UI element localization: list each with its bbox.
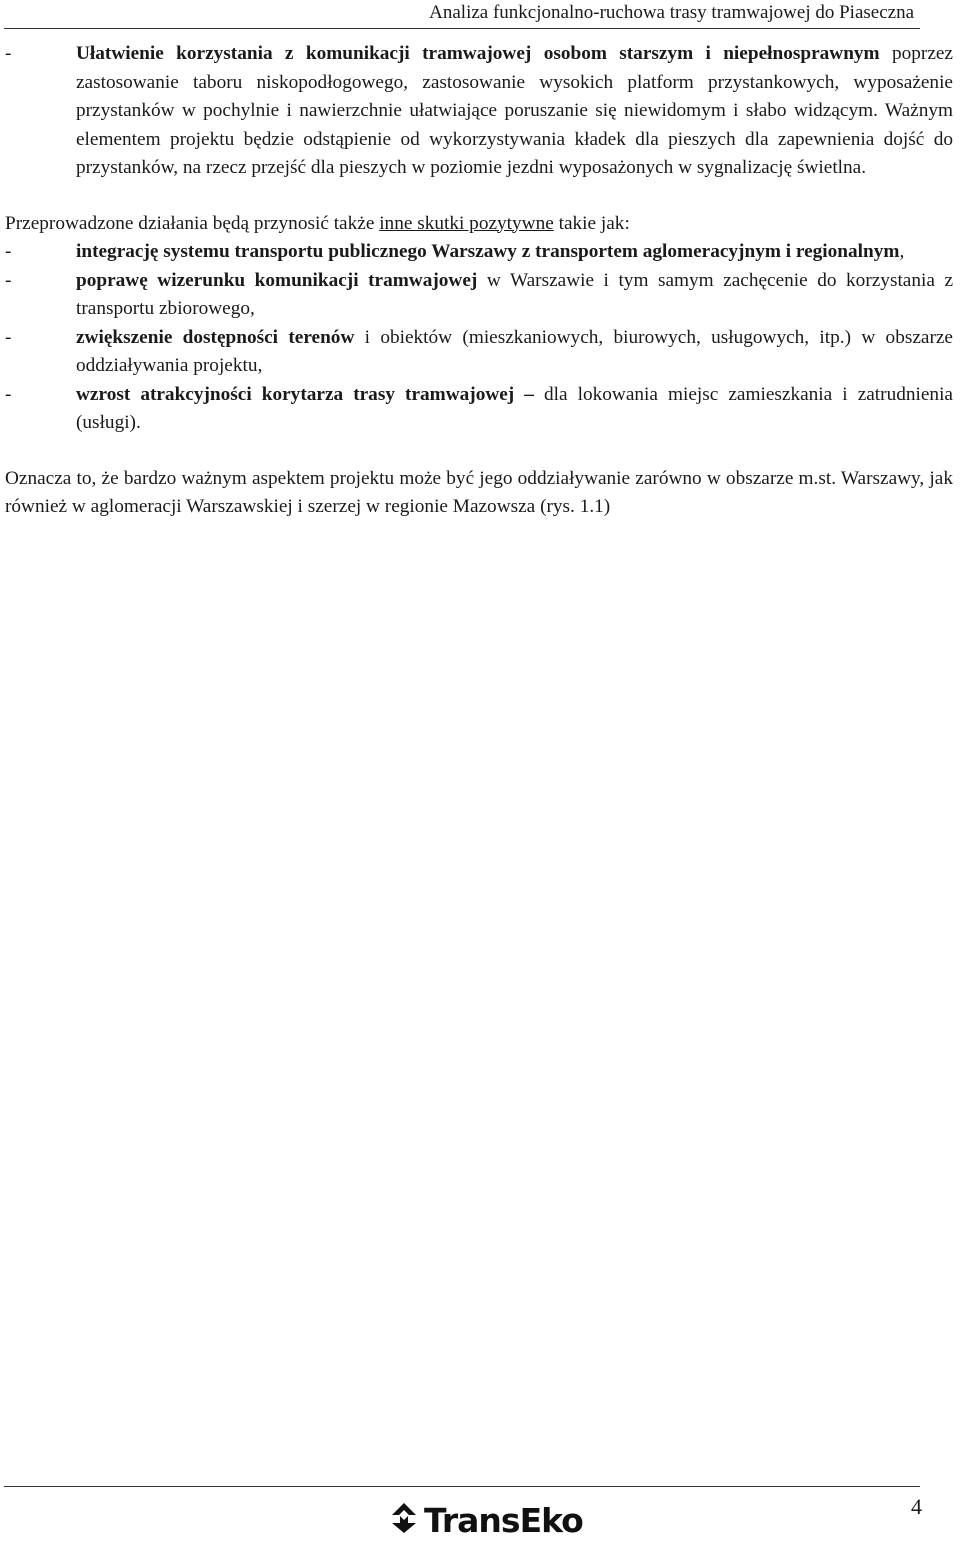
- footer-divider: [4, 1486, 920, 1487]
- list-dash: -: [5, 43, 12, 64]
- intro-text-before: Przeprowadzone działania będą przynosić także: [5, 212, 380, 234]
- logo-text: TransEko: [424, 1500, 583, 1540]
- intro-text-after: takie jak:: [553, 212, 630, 234]
- transeko-emblem-icon: [390, 1501, 418, 1540]
- list-dash: -: [5, 241, 12, 262]
- list-dash: -: [5, 326, 12, 348]
- list-item-text: poprzez zastosowanie taboru niskopodłogowego, zastosowanie wysokich platform przystankowych, wyposażenie przystanków w pochylnie i nawierzchnie ułatwiające poruszanie się niewidomym i słabo widzącym. Ważnym elementem projektu będzie odstąpienie od wykorzystywania kładek dla pieszych dla zapewnienia dojść do przystanków, na rzecz przejść dla pieszych w poziomie jezdni wyposażonych w sygnalizację świetlna.: [76, 43, 953, 178]
- list-item-text: ,: [899, 241, 905, 262]
- list-item: [5, 238, 953, 267]
- list-item: [5, 381, 953, 438]
- list-item-accessibility: [5, 40, 953, 183]
- list-item-bold: integrację systemu transportu publicznego Warszawy z transportem aglomeracyjnym i regionalnym: [76, 241, 900, 262]
- list-item: [5, 324, 953, 381]
- intro-underlined: inne skutki pozytywne: [379, 212, 554, 234]
- list-item-bold: zwiększenie dostępności terenów: [76, 326, 355, 348]
- conclusion-paragraph: Oznacza to, że bardzo ważnym aspektem projektu może być jego oddziaływanie zarówno w obszarze m.st. Warszawy, jak również w aglomeracji Warszawskiej i szerzej w regionie Mazowsza (rys. 1.1): [5, 467, 953, 517]
- page-header-title: Analiza funkcjonalno-ruchowa trasy tramwajowej do Piaseczna: [429, 2, 914, 23]
- list-item-bold: Ułatwienie korzystania z komunikacji tramwajowej osobom starszym i niepełnosprawnym: [76, 43, 880, 64]
- list-dash: -: [5, 269, 12, 291]
- list-item-text: w Warszawie i tym samym zachęcenie do korzystania z transportu zbiorowego,: [76, 269, 954, 319]
- effects-intro: [5, 210, 953, 239]
- page-number: 4: [911, 1494, 922, 1519]
- effects-list: [5, 238, 953, 438]
- list-item-text: dla lokowania miejsc zamieszkania i zatrudnienia (usługi).: [76, 383, 953, 433]
- document-body: [5, 40, 953, 522]
- list-dash: -: [5, 383, 12, 405]
- list-item-bold: poprawę wizerunku komunikacji tramwajowej: [76, 269, 478, 291]
- header-divider: [4, 28, 920, 29]
- list-item: [5, 267, 953, 324]
- list-item-text: i obiektów (mieszkaniowych, biurowych, usługowych, itp.) w obszarze oddziaływania projektu,: [76, 326, 953, 376]
- transeko-logo: [390, 1500, 583, 1540]
- list-item-bold: wzrost atrakcyjności korytarza trasy tramwajowej –: [76, 383, 534, 405]
